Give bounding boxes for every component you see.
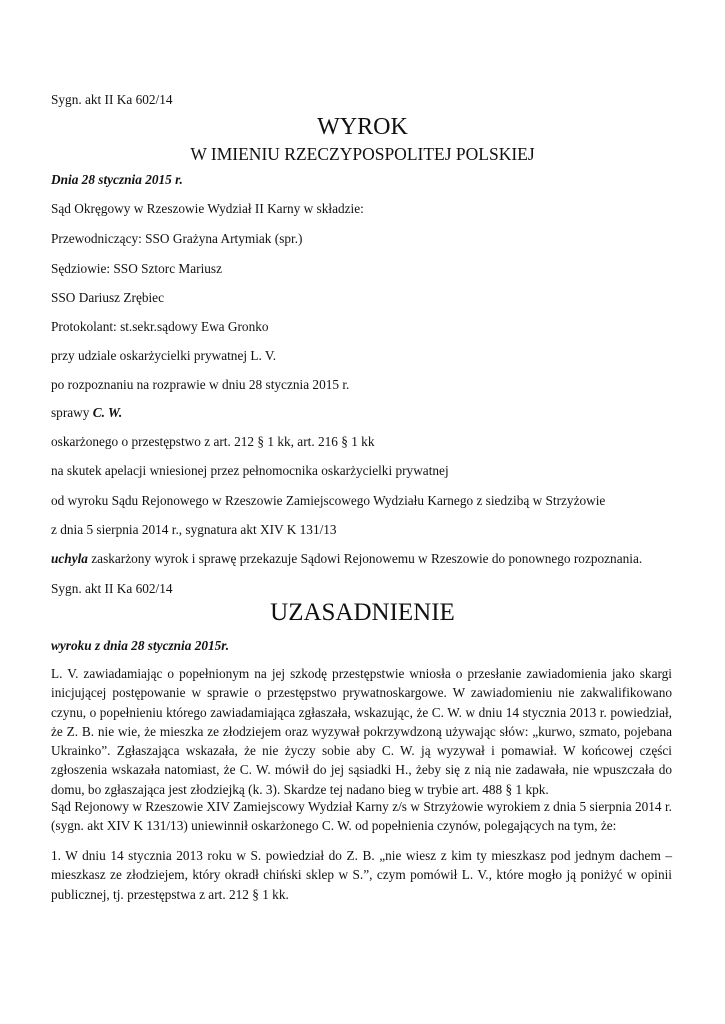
case-line <box>51 405 122 421</box>
appeal-basis: na skutek apelacji wniesionej przez pełnomocnika oskarżycielki prywatnej <box>51 463 449 478</box>
lower-court-judgment: od wyroku Sądu Rejonowego w Rzeszowie Zamiejscowego Wydziału Karnego z siedzibą w Strzyżowie <box>51 493 606 508</box>
verdict-title: WYROK <box>317 114 408 140</box>
verdict-date: Dnia 28 stycznia 2015 r. <box>51 172 183 187</box>
presiding-judge: Przewodniczący: SSO Grażyna Artymiak (spr.) <box>51 231 303 246</box>
justification-subtitle: wyroku z dnia 28 stycznia 2015r. <box>51 638 230 653</box>
court-composition: Sąd Okręgowy w Rzeszowie Wydział II Karny w składzie: <box>51 201 364 216</box>
decision <box>51 551 642 567</box>
defendant-name: C. W. <box>92 405 123 420</box>
court-clerk: Protokolant: st.sekr.sądowy Ewa Gronko <box>51 319 269 334</box>
prosecutor-participation: przy udziale oskarżycielki prywatnej L. V. <box>51 348 277 363</box>
case-signature-top: Sygn. akt II Ka 602/14 <box>51 92 173 107</box>
judge-second: SSO Dariusz Zrębiec <box>51 290 164 305</box>
verdict-subtitle: W IMIENIU RZECZYPOSPOLITEJ POLSKIEJ <box>190 144 535 164</box>
decision-word: uchyla <box>51 551 88 566</box>
case-prefix: sprawy <box>51 405 90 420</box>
charge: oskarżonego o przestępstwo z art. 212 § 1 kk, art. 216 § 1 kk <box>51 434 375 449</box>
hearing-date: po rozpoznaniu na rozprawie w dniu 28 stycznia 2015 r. <box>51 377 350 392</box>
case-signature-justification: Sygn. akt II Ka 602/14 <box>51 581 173 596</box>
justification-paragraph: Sąd Rejonowy w Rzeszowie XIV Zamiejscowy Wydział Karny z/s w Strzyżowie wyrokiem z dnia 5 sierpnia 2014 r. (sygn. akt XIV K 131/13) uniewinnił oskarżonego C. W. od popełnienia czynów, polegających na tym, że: <box>51 799 672 834</box>
decision-text: zaskarżony wyrok i sprawę przekazuje Sądowi Rejonowemu w Rzeszowie do ponownego rozpoznania. <box>87 551 643 566</box>
judges: Sędziowie: SSO Sztorc Mariusz <box>51 261 222 276</box>
lower-court-judgment-date: z dnia 5 sierpnia 2014 r., sygnatura akt XIV K 131/13 <box>51 522 337 537</box>
justification-title: UZASADNIENIE <box>270 599 455 626</box>
justification-paragraph: L. V. zawiadamiając o popełnionym na jej szkodę przestępstwie wniosła o przesłanie zawiadomienia jako skargi inicjującej postępowanie w sprawie o przestępstwo prywatnoskargowe. W zawiadomieniu nie zakwalifikowano czynu, o popełnieniu którego zawiadamiająca zgłaszała, wskazując, że C. W. w dniu 14 stycznia 2013 r. powiedział, że Z. B. nie wie, że mieszka ze złodziejem oraz wyzywał pokrzywdzoną używając słów: „kurwo, szmato, pojebana Ukrainko”. Zgłaszająca wskazała, że nie życzy sobie aby C. W. ją wyzywał i pomawiał. W końcowej części zgłoszenia wskazała natomiast, że C. W. mówił do jej sąsiadki H., żeby się z nią nie zadawała, nie wpuszczała do domu, bo zgłaszająca jest złodziejką (k. 3). Skardze tej nadano bieg w trybie art. 488 § 1 kpk. <box>51 666 672 797</box>
justification-paragraph: 1. W dniu 14 stycznia 2013 roku w S. powiedział do Z. B. „nie wiesz z kim ty mieszkasz pod jednym dachem – mieszkasz ze złodziejem, który okradł chiński sklep w S.”, czym pomówił L. V., które mogło ją poniżyć w opinii publicznej, tj. przestępstwa z art. 212 § 1 kk. <box>51 848 672 902</box>
